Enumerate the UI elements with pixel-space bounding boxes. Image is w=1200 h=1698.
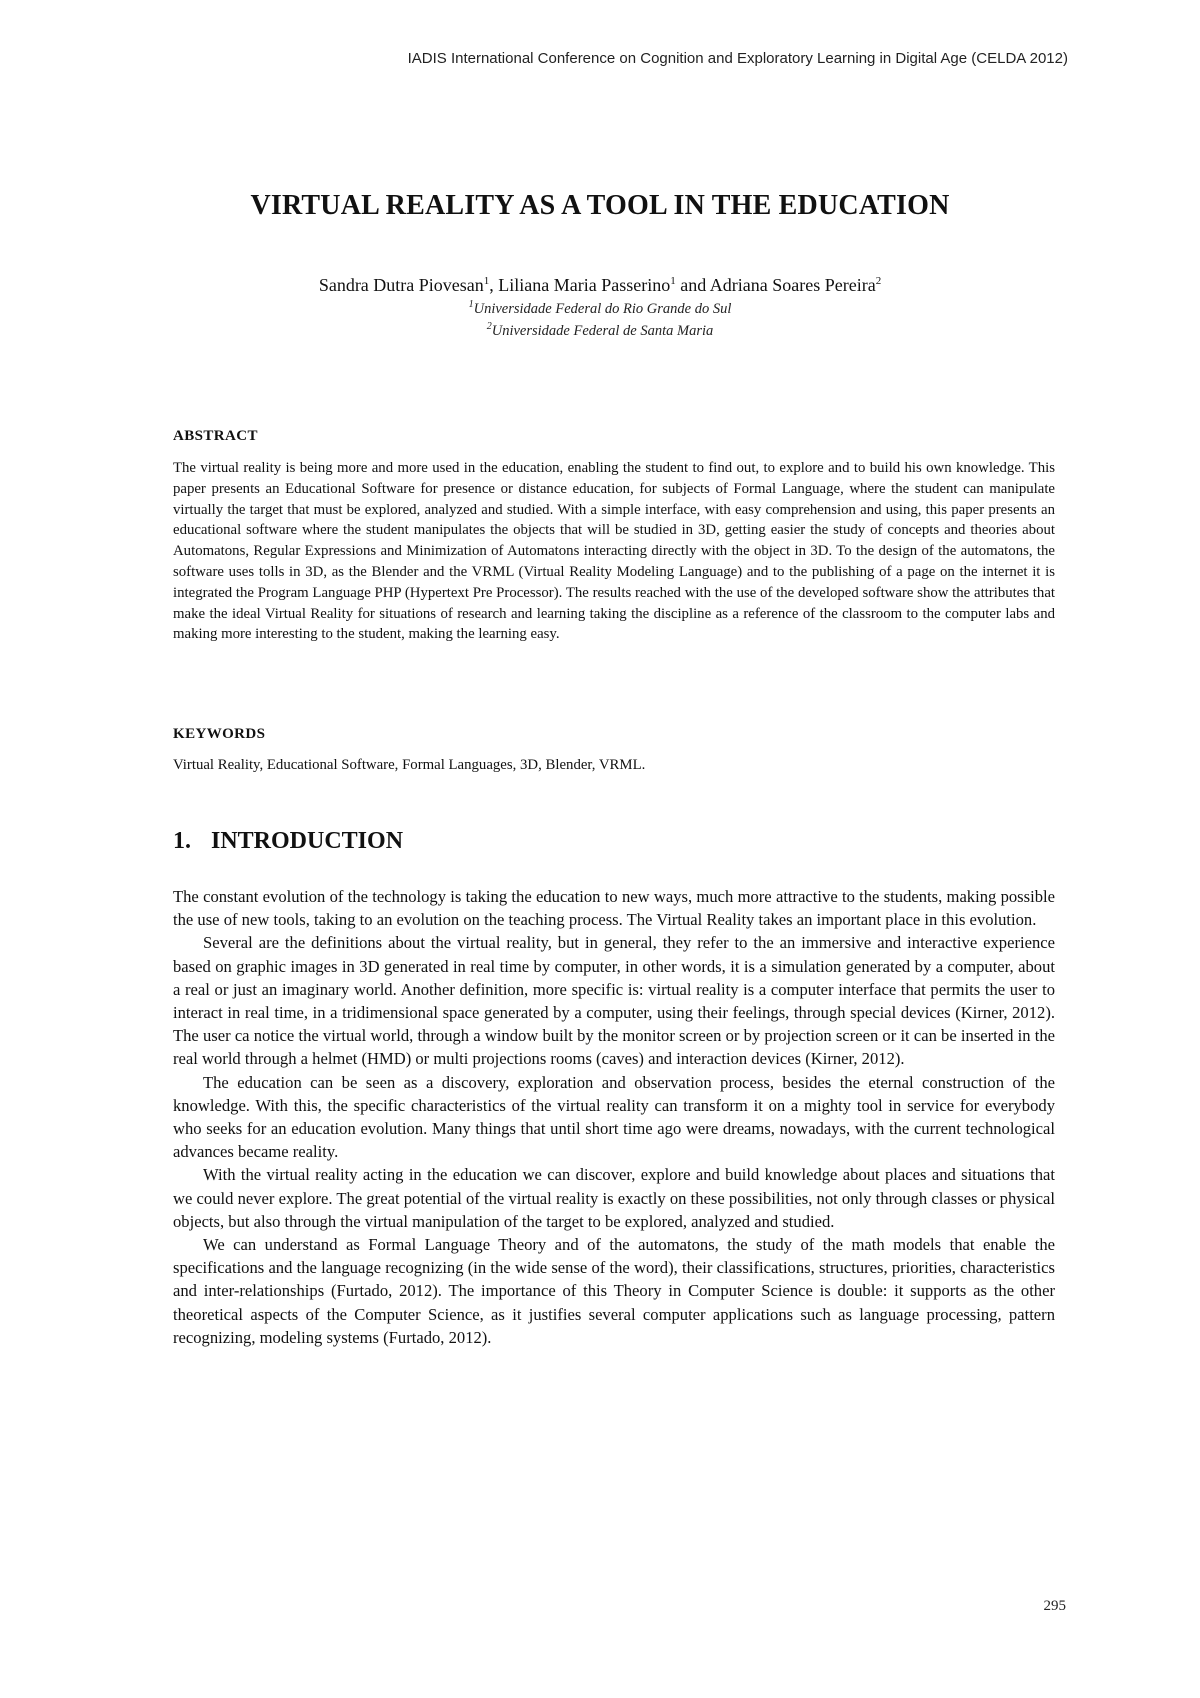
author-line: Sandra Dutra Piovesan$^1$, Liliana Maria Passerino$^1$ and Adriana Soares Pereira$^2$ xyxy=(318,275,882,295)
body-paragraph: The constant evolution of the technology is taking the education to new ways, much more attractive to the students, making possible the use of new tools, taking to an evolution on the teaching process. The Virtual Reality takes an important place in this evolution. xyxy=(173,887,1055,930)
affiliation xyxy=(0,321,1200,340)
affiliation-marker: 2 xyxy=(486,321,492,332)
section-number: 1. xyxy=(173,828,191,854)
body-paragraph: The education can be seen as a discovery, exploration and observation process, besides the eternal construction of the knowledge. With this, the specific characteristics of the virtual reality can transform it on a mighty tool in service for everybody who seeks for an education evolution. Many things that until short time ago were dreams, nowadays, with the current technological advances became reality. xyxy=(173,1072,1055,1162)
author-name: Adriana Soares Pereira xyxy=(709,275,876,295)
author-name: Sandra Dutra Piovesan xyxy=(318,275,484,295)
affiliation-marker: 1 xyxy=(468,299,474,310)
introduction-heading xyxy=(173,828,403,855)
running-header: IADIS International Conference on Cognition and Exploratory Learning in Digital Age (CELDA 2012) xyxy=(407,50,1068,67)
affiliation-marker: 2 xyxy=(875,275,882,287)
abstract-heading: ABSTRACT xyxy=(173,428,258,444)
abstract-text: The virtual reality is being more and more used in the education, enabling the student to find out, to explore and to build his own knowledge. This paper presents an Educational Software for presence or distance education, for subjects of Formal Language, where the student can manipulate virtually the target that must be explored, analyzed and studied. With a simple interface, with easy comprehension and using, this paper presents an educational software where the student manipulates the objects that will be studied in 3D, getting easier the study of concepts and theories about Automatons, Regular Expressions and Minimization of Automatons interacting directly with the object in 3D. To the design of the automatons, the software uses tolls in 3D, as the Blender and the VRML (Virtual Reality Modeling Language) and to the publishing of a page on the internet it is integrated the Program Language PHP (Hypertext Pre Processor). The results reached with the use of the developed software show the attributes that make the ideal Virtual Reality for situations of research and learning taking the discipline as a reference of the classroom to the computer labs and making more interesting to the student, making the learning easy. xyxy=(173,460,1055,643)
affiliation-marker: 1 xyxy=(670,275,676,287)
keywords-text: Virtual Reality, Educational Software, Formal Languages, 3D, Blender, VRML. xyxy=(173,757,646,773)
introduction-body xyxy=(173,885,1055,1349)
body-paragraph: With the virtual reality acting in the education we can discover, explore and build knowledge about places and situations that we could never explore. The great potential of the virtual reality is exactly on these possibilities, not only through classes or physical objects, but also through the virtual manipulation of the target to be explored, analyzed and studied. xyxy=(173,1165,1055,1231)
affiliation xyxy=(0,299,1200,318)
keywords-heading: KEYWORDS xyxy=(173,726,266,742)
body-paragraph: We can understand as Formal Language Theory and of the automatons, the study of the math models that enable the specifications and the language recognizing (in the wide sense of the word), their classifications, structures, priorities, characteristics and inter-relationships (Furtado, 2012). The importance of this Theory in Computer Science is double: it supports as the other theoretical aspects of the Computer Science, as it justifies several computer applications such as language processing, pattern recognizing, modeling systems (Furtado, 2012). xyxy=(173,1235,1055,1347)
affiliation-name: Universidade Federal do Rio Grande do Sul xyxy=(473,300,732,317)
affiliation-name: Universidade Federal de Santa Maria xyxy=(491,322,714,339)
author-name: Liliana Maria Passerino xyxy=(498,275,671,295)
body-paragraph: Several are the definitions about the virtual reality, but in general, they refer to the an immersive and interactive experience based on graphic images in 3D generated in real time by computer, in other words, it is a simulation generated by a computer, about a real or just an imaginary world. Another definition, more specific is: virtual reality is a computer interface that permits the user to interact in real time, in a tridimensional space generated by a computer, using their feelings, through special devices (Kirner, 2012). The user ca notice the virtual world, through a window built by the monitor screen or by projection screen or it can be inserted in the real world through a helmet (HMD) or multi projections rooms (caves) and interaction devices (Kirner, 2012). xyxy=(173,933,1055,1069)
page-number: 295 xyxy=(1043,1598,1066,1614)
section-title: INTRODUCTION xyxy=(211,828,404,854)
affiliation-marker: 1 xyxy=(483,275,490,287)
author-conjunction: and xyxy=(680,275,707,295)
paper-title: VIRTUAL REALITY AS A TOOL IN THE EDUCATION xyxy=(250,190,950,221)
